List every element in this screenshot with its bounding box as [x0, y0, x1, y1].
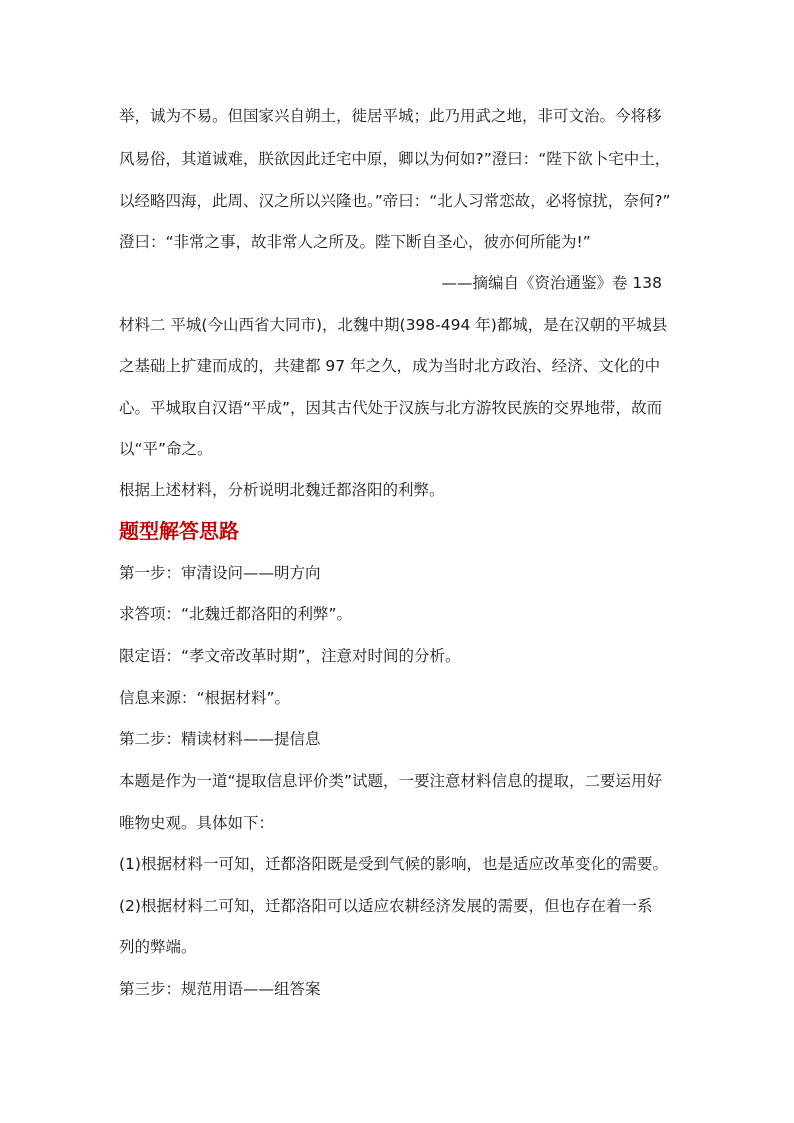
- quote-line-4: 澄曰：“非常之事，故非常人之所及。陛下断自圣心，彼亦何所能为!”: [119, 233, 591, 251]
- material2-line-3: 心。平城取自汉语“平成”，因其古代处于汉族与北方游牧民族的交界地带，故而: [119, 399, 663, 417]
- step2-title: 第二步：精读材料——提信息: [119, 730, 321, 748]
- step2-point-2-line-1: (2)根据材料二可知，迁都洛阳可以适应农耕经济发展的需要，但也存在着一系: [119, 897, 653, 915]
- material2-line-4: 以“平”命之。: [119, 440, 213, 458]
- step2-intro-line-1: 本题是作为一道“提取信息评价类”试题，一要注意材料信息的提取，二要运用好: [119, 772, 663, 790]
- step1-title: 第一步：审清设问——明方向: [119, 564, 321, 582]
- step1-item-source: 信息来源：“根据材料”。: [119, 689, 291, 707]
- quote-source: ——摘编自《资治通鉴》卷 138: [441, 274, 662, 292]
- step1-item-limit: 限定语：“孝文帝改革时期”，注意对时间的分析。: [119, 647, 461, 665]
- section-heading: 题型解答思路: [119, 519, 239, 543]
- step3-title: 第三步：规范用语——组答案: [119, 980, 321, 998]
- quote-line-1: 举，诚为不易。但国家兴自朔土，徙居平城；此乃用武之地，非可文治。今将移: [119, 107, 662, 125]
- step2-intro-line-2: 唯物史观。具体如下：: [119, 814, 275, 832]
- step1-item-answer: 求答项：“北魏迁都洛阳的利弊”。: [119, 605, 353, 623]
- step2-point-1: (1)根据材料一可知，迁都洛阳既是受到气候的影响，也是适应改革变化的需要。: [119, 855, 668, 873]
- material2-line-2: 之基础上扩建而成的，共建都 97 年之久，成为当时北方政治、经济、文化的中: [119, 357, 661, 375]
- step2-point-2-line-2: 列的弊端。: [119, 938, 197, 956]
- question-text: 根据上述材料，分析说明北魏迁都洛阳的利弊。: [119, 481, 445, 499]
- material2-line-1: 材料二 平城(今山西省大同市)，北魏中期(398-494 年)都城，是在汉朝的平城县: [119, 316, 668, 334]
- quote-line-3: 以经略四海，此周、汉之所以兴隆也。”帝曰：“北人习常恋故，必将惊扰，奈何?”: [119, 192, 671, 210]
- quote-line-2: 风易俗，其道诚难，朕欲因此迁宅中原，卿以为何如?”澄曰：“陛下欲卜宅中土，: [119, 150, 671, 168]
